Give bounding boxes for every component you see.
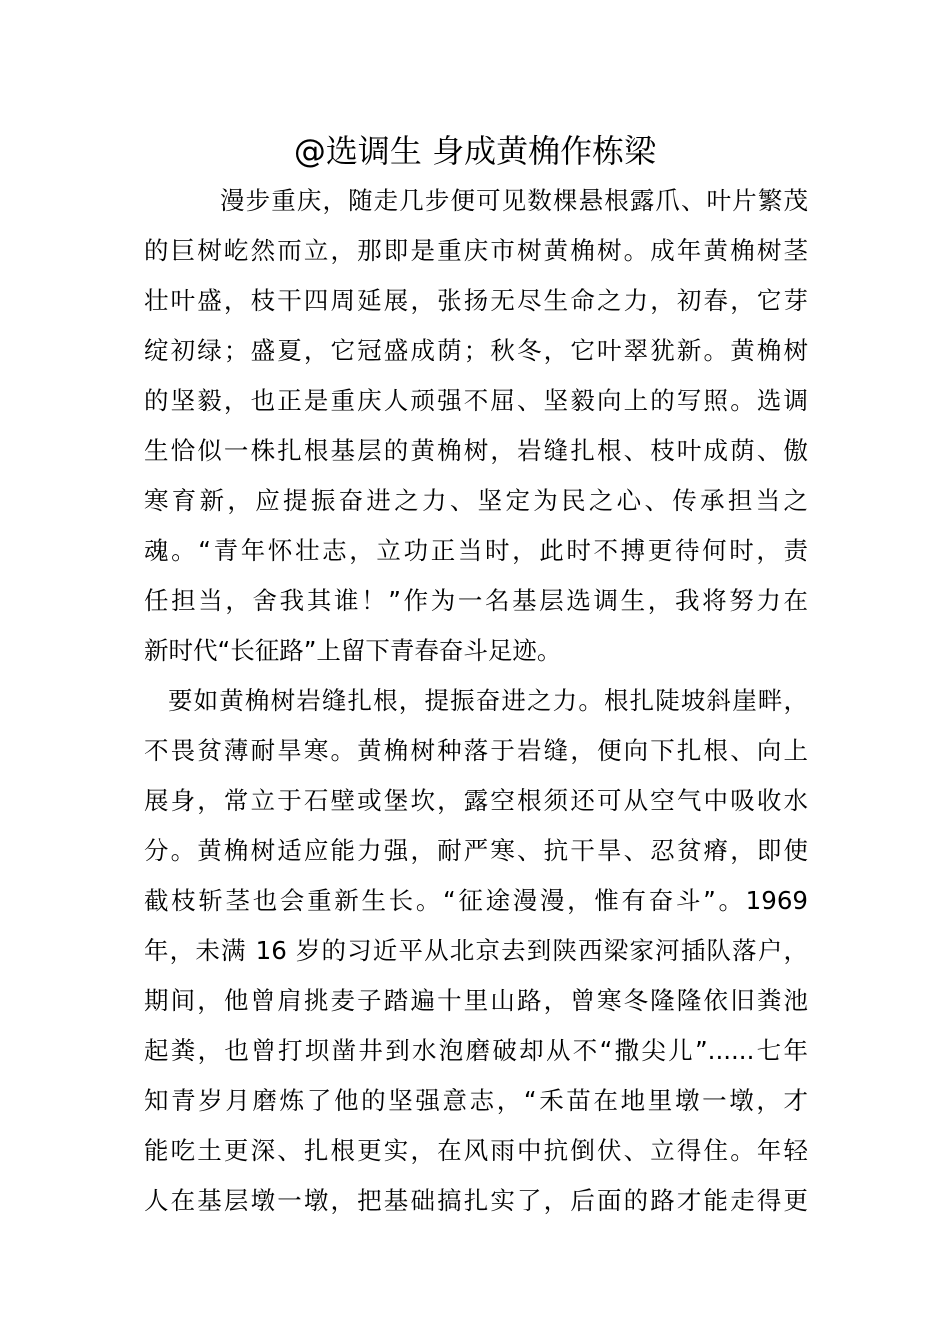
paragraph-line: 绽初绿；盛夏，它冠盛成荫；秋冬，它叶翠犹新。黄桷树 <box>144 336 808 365</box>
document-title: @选调生 身成黄桷作栋梁 <box>293 132 657 170</box>
paragraph-line: 知青岁月磨炼了他的坚强意志，“禾苗在地里墩一墩，才 <box>144 1086 808 1115</box>
document-body <box>144 176 808 1226</box>
paragraph-line: 漫步重庆，随走几步便可见数棵悬根露爪、叶片繁茂 <box>220 186 808 215</box>
paragraph-line: 起粪，也曾打坝凿井到水泡磨破却从不“撒尖儿”......七年 <box>144 1036 808 1065</box>
paragraph-line: 截枝斩茎也会重新生长。“征途漫漫，惟有奋斗”。1969 <box>144 886 808 915</box>
paragraph-line: 壮叶盛，枝干四周延展，张扬无尽生命之力，初春，它芽 <box>144 286 808 315</box>
paragraph-line: 任担当，舍我其谁！”作为一名基层选调生，我将努力在 <box>144 586 808 615</box>
paragraph-line: 生恰似一株扎根基层的黄桷树，岩缝扎根、枝叶成荫、傲 <box>144 436 808 465</box>
paragraph-line: 新时代“长征路”上留下青春奋斗足迹。 <box>144 636 562 665</box>
paragraph-line: 年，未满 16 岁的习近平从北京去到陕西梁家河插队落户， <box>144 936 808 965</box>
paragraph-line: 魂。“青年怀壮志，立功正当时，此时不搏更待何时，责 <box>144 536 808 565</box>
paragraph-line: 不畏贫薄耐旱寒。黄桷树种落于岩缝，便向下扎根、向上 <box>144 736 808 765</box>
paragraph-line: 分。黄桷树适应能力强，耐严寒、抗干旱、忍贫瘠，即使 <box>144 836 808 865</box>
paragraph-line: 能吃土更深、扎根更实，在风雨中抗倒伏、立得住。年轻 <box>144 1136 808 1165</box>
paragraph-line: 人在基层墩一墩，把基础搞扎实了，后面的路才能走得更 <box>144 1186 808 1215</box>
paragraph-line: 期间，他曾肩挑麦子踏遍十里山路，曾寒冬隆隆依旧粪池 <box>144 986 808 1015</box>
paragraph-line: 寒育新，应提振奋进之力、坚定为民之心、传承担当之 <box>144 486 808 515</box>
paragraph-line: 的巨树屹然而立，那即是重庆市树黄桷树。成年黄桷树茎 <box>144 236 808 265</box>
paragraph-line: 展身，常立于石壁或堡坎，露空根须还可从空气中吸收水 <box>144 786 808 815</box>
paragraph-line: 要如黄桷树岩缝扎根，提振奋进之力。根扎陡坡斜崖畔， <box>168 686 808 715</box>
paragraph-line: 的坚毅，也正是重庆人顽强不屈、坚毅向上的写照。选调 <box>144 386 808 415</box>
